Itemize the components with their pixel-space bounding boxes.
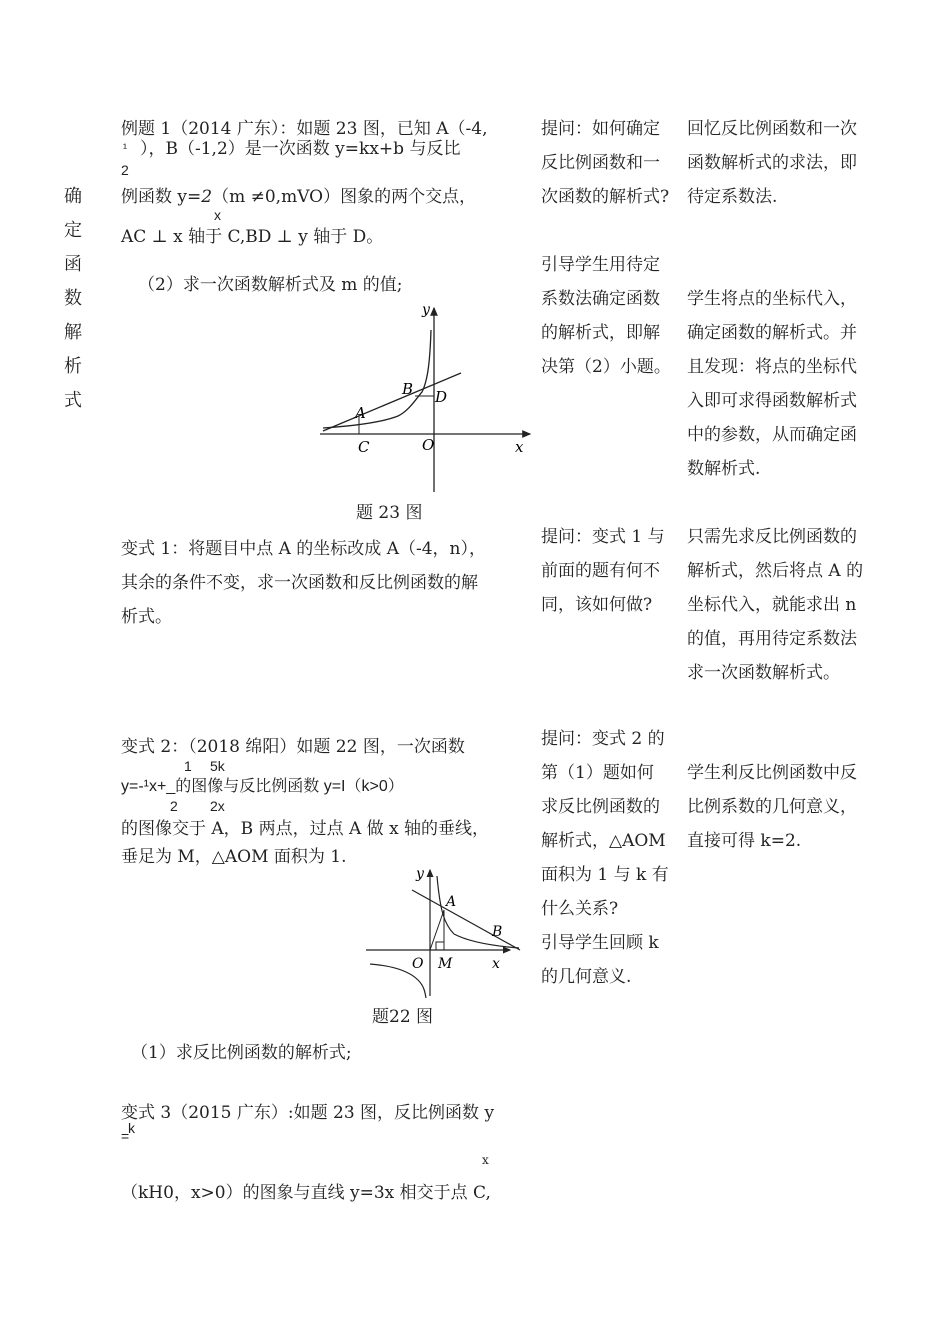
fig23-label-A: A xyxy=(355,404,366,422)
question-line: 提问：变式 2 的 xyxy=(541,729,665,749)
side-char: 析 xyxy=(64,356,82,377)
variant3-line1: 变式 3（2015 广东）:如题 23 图，反比例函数 y xyxy=(121,1103,495,1123)
example1-line1: 例题 1（2014 广东）：如题 23 图，已知 A（-4, xyxy=(121,119,488,139)
answer-line: 中的参数，从而确定函 xyxy=(687,425,857,445)
question-line: 求反比例函数的 xyxy=(541,797,660,817)
example1-line3c: （m ≠0,mVO）图象的两个交点， xyxy=(212,187,477,207)
variant2-frac-top2: 5k xyxy=(210,758,225,774)
question-line: 同，该如何做? xyxy=(541,595,653,615)
variant3-frac-k: k xyxy=(128,1120,135,1136)
hyperbola-curve xyxy=(323,330,431,428)
fig23-label-B: B xyxy=(402,380,414,398)
example1-line4: AC ⊥ x 轴于 C,BD ⊥ y 轴于 D。 xyxy=(121,227,384,247)
question-line: 提问：变式 1 与 xyxy=(541,527,665,547)
variant1-line: 析式。 xyxy=(121,607,172,627)
variant1-line: 其余的条件不变，求一次函数和反比例函数的解 xyxy=(121,573,478,593)
fig22-label-O: O xyxy=(412,956,424,972)
example1-line2: ），B（-1,2）是一次函数 y=kx+b 与反比 xyxy=(140,139,461,159)
variant2-line1: 变式 2：（2018 绵阳）如题 22 图，一次函数 xyxy=(121,737,465,757)
side-char: 解 xyxy=(64,322,82,343)
side-char: 确 xyxy=(64,186,82,207)
fig23-label-y: y xyxy=(422,302,430,318)
variant2-question1: （1）求反比例函数的解析式; xyxy=(131,1043,352,1063)
example1-frac-bottom: 2 xyxy=(121,162,129,178)
guide-line: 的几何意义. xyxy=(541,967,632,987)
question-line: 什么关系? xyxy=(541,899,619,919)
fig23-label-O: O xyxy=(422,436,435,454)
answer-line: 坐标代入，就能求出 n xyxy=(687,595,857,615)
fig22-label-y: y xyxy=(416,866,424,882)
example1-frac-x: x xyxy=(214,207,221,223)
figure-22 xyxy=(364,862,524,1002)
example1-line3a: 例函数 y= xyxy=(121,187,202,207)
answer-line: 比例系数的几何意义， xyxy=(687,797,857,817)
question-line: 面积为 1 与 k 有 xyxy=(541,865,669,885)
variant2-frac-bot1: 2 xyxy=(170,798,178,814)
variant1-line: 变式 1：将题目中点 A 的坐标改成 A（-4，n）， xyxy=(121,539,486,559)
figure-23 xyxy=(318,300,534,495)
variant2-frac-bot2: 2x xyxy=(210,798,225,814)
variant2-line2: y=-¹x+_的图像与反比例函数 y=I（k>0） xyxy=(121,778,404,795)
fig23-label-x: x xyxy=(515,438,524,456)
guide-line: 系数法确定函数 xyxy=(541,289,660,309)
side-char: 数 xyxy=(64,288,82,309)
right-angle-mark xyxy=(436,942,444,950)
answer-line: 解析式，然后将点 A 的 xyxy=(687,561,864,581)
oa-segment xyxy=(430,910,444,950)
fig23-caption: 题 23 图 xyxy=(356,503,423,523)
question-line: 提问：如何确定 xyxy=(541,119,660,139)
fig23-label-C: C xyxy=(358,438,370,456)
variant3-line3: （kH0，x>0）的图象与直线 y=3x 相交于点 C, xyxy=(121,1183,491,1203)
line-graph xyxy=(412,890,520,950)
question-line: 第（1）题如何 xyxy=(541,763,654,783)
guide-line: 引导学生用待定 xyxy=(541,255,660,275)
fig23-label-D: D xyxy=(435,388,448,406)
variant2-frac-top1: 1 xyxy=(184,758,192,774)
answer-line: 直接可得 k=2. xyxy=(687,831,802,851)
fig22-label-x: x xyxy=(492,956,500,972)
fig22-label-A: A xyxy=(446,894,457,910)
answer-line: 入即可求得函数解析式 xyxy=(687,391,857,411)
guide-line: 决第（2）小题。 xyxy=(541,357,671,377)
answer-line: 回忆反比例函数和一次 xyxy=(687,119,857,139)
answer-line: 确定函数的解析式。并 xyxy=(687,323,857,343)
answer-line: 数解析式. xyxy=(687,459,761,479)
question-line: 次函数的解析式? xyxy=(541,187,670,207)
answer-line: 学生利反比例函数中反 xyxy=(687,763,857,783)
answer-line: 只需先求反比例函数的 xyxy=(687,527,857,547)
example1-frac-top: ¹ xyxy=(123,141,127,155)
variant2-line3: 的图像交于 A，B 两点，过点 A 做 x 轴的垂线， xyxy=(121,819,490,839)
guide-line: 引导学生回顾 k xyxy=(541,933,659,953)
fig22-label-B: B xyxy=(492,924,503,940)
side-char: 定 xyxy=(64,220,82,241)
hyperbola-branch-1 xyxy=(437,876,519,948)
answer-line: 的值，再用待定系数法 xyxy=(687,629,857,649)
question-line: 解析式，△AOM xyxy=(541,831,666,851)
variant3-eq: = xyxy=(121,1128,130,1144)
side-char: 式 xyxy=(64,390,82,411)
answer-line: 待定系数法. xyxy=(687,187,778,207)
answer-line: 求一次函数解析式。 xyxy=(687,663,840,683)
question-line: 前面的题有何不 xyxy=(541,561,660,581)
side-char: 函 xyxy=(64,254,82,275)
fig22-caption: 题22 图 xyxy=(372,1007,434,1027)
guide-line: 的解析式，即解 xyxy=(541,323,660,343)
question-line: 反比例函数和一 xyxy=(541,153,660,173)
variant3-frac-x: x xyxy=(482,1153,489,1167)
variant2-line4: 垂足为 M，△AOM 面积为 1. xyxy=(121,847,347,867)
example1-question2: （2）求一次函数解析式及 m 的值; xyxy=(138,275,403,295)
example1-line3b: 2 xyxy=(201,187,213,207)
answer-line: 且发现：将点的坐标代 xyxy=(687,357,857,377)
answer-line: 学生将点的坐标代入， xyxy=(687,289,857,309)
fig22-label-M: M xyxy=(438,956,453,972)
answer-line: 函数解析式的求法，即 xyxy=(687,153,857,173)
